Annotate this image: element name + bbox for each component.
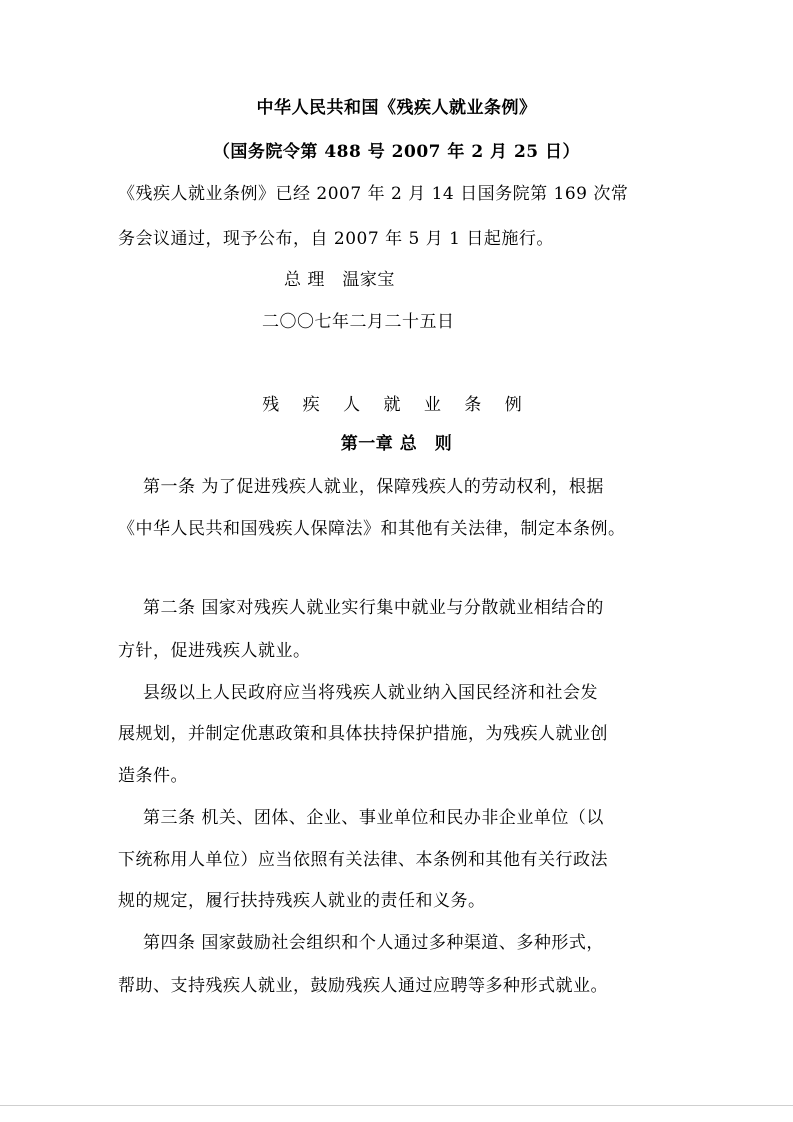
article-1-line-1: 第一条 为了促进残疾人就业，保障残疾人的劳动权利，根据 <box>143 477 604 497</box>
article-3-line-2: 下统称用人单位）应当依照有关法律、本条例和其他有关行政法 <box>118 850 608 870</box>
page-bottom-rule <box>0 1105 793 1106</box>
issue-date: 二〇〇七年二月二十五日 <box>262 312 455 332</box>
article-3-line-3: 规的规定，履行扶持残疾人就业的责任和义务。 <box>118 891 486 911</box>
article-2-para2-line-2: 展规划，并制定优惠政策和具体扶持保护措施，为残疾人就业创 <box>118 724 608 744</box>
article-4-line-2: 帮助、支持残疾人就业，鼓励残疾人通过应聘等多种形式就业。 <box>118 976 608 996</box>
regulation-title: 残 疾 人 就 业 条 例 <box>262 395 531 415</box>
article-1-line-2: 《中华人民共和国残疾人保障法》和其他有关法律，制定本条例。 <box>118 519 626 539</box>
promulgation-line-2: 务会议通过，现予公布，自 2007 年 5 月 1 日起施行。 <box>118 229 554 249</box>
article-2-para2-line-1: 县级以上人民政府应当将残疾人就业纳入国民经济和社会发 <box>143 683 598 703</box>
article-4-line-1: 第四条 国家鼓励社会组织和个人通过多种渠道、多种形式， <box>143 933 604 953</box>
promulgation-line-1: 《残疾人就业条例》已经 2007 年 2 月 14 日国务院第 169 次常 <box>118 184 629 204</box>
chapter-title: 第一章 总 则 <box>340 434 453 454</box>
article-2-line-1: 第二条 国家对残疾人就业实行集中就业与分散就业相结合的 <box>143 598 604 618</box>
decree-line: （国务院令第 488 号 2007 年 2 月 25 日） <box>212 142 581 162</box>
article-2-line-2: 方针，促进残疾人就业。 <box>118 641 311 661</box>
document-title: 中华人民共和国《残疾人就业条例》 <box>256 98 537 118</box>
signature: 总 理 温家宝 <box>284 270 395 290</box>
article-3-line-1: 第三条 机关、团体、企业、事业单位和民办非企业单位（以 <box>143 808 604 828</box>
article-2-para2-line-3: 造条件。 <box>118 766 188 786</box>
